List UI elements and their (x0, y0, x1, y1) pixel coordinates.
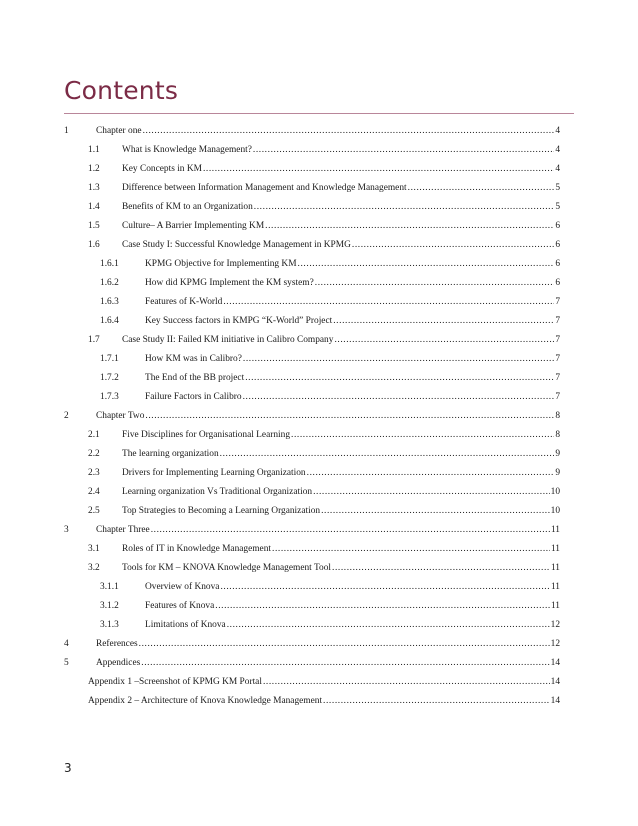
toc-entry[interactable] (88, 430, 560, 443)
toc-entry-page: 7 (555, 316, 560, 326)
toc-entry-page: 6 (555, 278, 560, 288)
toc-entry-number: 2 (64, 411, 69, 421)
toc-dot-leader (227, 620, 550, 630)
toc-entry-title: The learning organization (122, 449, 219, 459)
toc-entry[interactable] (88, 506, 560, 519)
toc-entry-number: 1.6.4 (100, 316, 119, 326)
toc-entry-title: Top Strategies to Becoming a Learning Organization (122, 506, 321, 516)
toc-entry-page: 8 (555, 411, 560, 421)
toc-entry-number: 1.3 (88, 183, 100, 193)
toc-entry-number: 2.2 (88, 449, 100, 459)
toc-entry-title: Drivers for Implementing Learning Organization (122, 468, 306, 478)
toc-dot-leader (408, 183, 555, 193)
toc-dot-leader (253, 145, 554, 155)
toc-entry[interactable] (64, 525, 560, 538)
toc-entry[interactable] (88, 696, 560, 709)
toc-dot-leader (272, 544, 550, 554)
toc-entry-title: Culture– A Barrier Implementing KM (122, 221, 265, 231)
toc-dot-leader (243, 354, 554, 364)
toc-entry-page: 4 (555, 145, 560, 155)
toc-entry-page: 12 (550, 620, 560, 630)
toc-entry-number: 1.6 (88, 240, 100, 250)
toc-entry-number: 2.3 (88, 468, 100, 478)
toc-entry-number: 1.5 (88, 221, 100, 231)
toc-entry[interactable] (88, 468, 560, 481)
toc-entry-title: Key Concepts in KM (122, 164, 202, 174)
toc-entry-title: Tools for KM – KNOVA Knowledge Management Tool (122, 563, 331, 573)
page-number: 3 (64, 761, 72, 775)
toc-entry[interactable] (88, 183, 560, 196)
toc-entry-title: Overview of Knova (145, 582, 220, 592)
toc-entry-title: Limitations of Knova (145, 620, 226, 630)
toc-entry-number: 1.2 (88, 164, 100, 174)
toc-entry-title: How did KPMG Implement the KM system? (145, 278, 314, 288)
toc-entry-title: Roles of IT in Knowledge Management (122, 544, 272, 554)
toc-entry[interactable] (88, 487, 560, 500)
toc-entry-title: References (96, 639, 138, 649)
toc-entry-number: 3.1 (88, 544, 100, 554)
toc-entry-page: 7 (555, 335, 560, 345)
toc-entry[interactable] (100, 354, 560, 367)
toc-entry-title: Appendix 1 –Screenshot of KPMG KM Portal (88, 677, 262, 687)
toc-entry[interactable] (88, 164, 560, 177)
toc-dot-leader (323, 696, 550, 706)
toc-dot-leader (223, 297, 554, 307)
toc-entry-page: 9 (555, 468, 560, 478)
toc-entry-title: Benefits of KM to an Organization (122, 202, 253, 212)
toc-entry-number: 1.7.1 (100, 354, 119, 364)
toc-entry[interactable] (64, 639, 560, 652)
toc-entry-title: Chapter one (96, 126, 142, 136)
toc-entry-title: Key Success factors in KMPG “K-World” Project (145, 316, 333, 326)
toc-dot-leader (334, 335, 554, 345)
toc-entry-number: 1 (64, 126, 69, 136)
toc-dot-leader (263, 677, 550, 687)
toc-dot-leader (245, 373, 554, 383)
toc-entry-number: 3.1.3 (100, 620, 119, 630)
toc-entry-page: 11 (550, 563, 560, 573)
contents-heading: Contents (64, 76, 179, 105)
toc-entry-page: 11 (550, 601, 560, 611)
toc-entry[interactable] (88, 202, 560, 215)
toc-entry[interactable] (100, 601, 560, 614)
toc-entry-page: 4 (555, 164, 560, 174)
toc-entry[interactable] (100, 392, 560, 405)
toc-entry-title: Failure Factors in Calibro (145, 392, 242, 402)
toc-dot-leader (313, 487, 550, 497)
toc-dot-leader (141, 658, 549, 668)
toc-entry-page: 10 (550, 487, 560, 497)
toc-entry-title: Case Study I: Successful Knowledge Management in KPMG (122, 240, 351, 250)
toc-entry-page: 9 (555, 449, 560, 459)
toc-dot-leader (139, 639, 550, 649)
toc-dot-leader (151, 525, 550, 535)
toc-dot-leader (265, 221, 554, 231)
toc-entry[interactable] (88, 145, 560, 158)
toc-entry-number: 1.6.1 (100, 259, 119, 269)
toc-dot-leader (333, 316, 554, 326)
toc-dot-leader (143, 126, 555, 136)
toc-dot-leader (220, 449, 555, 459)
toc-entry-number: 1.7.2 (100, 373, 119, 383)
toc-entry[interactable] (88, 563, 560, 576)
toc-entry[interactable] (88, 449, 560, 462)
toc-entry-number: 2.1 (88, 430, 100, 440)
toc-entry-number: 1.6.3 (100, 297, 119, 307)
toc-dot-leader (254, 202, 555, 212)
toc-dot-leader (332, 563, 550, 573)
toc-entry-number: 2.4 (88, 487, 100, 497)
toc-entry[interactable] (100, 373, 560, 386)
toc-entry-page: 11 (550, 525, 560, 535)
toc-entry[interactable] (100, 620, 560, 633)
toc-dot-leader (307, 468, 555, 478)
toc-entry-title: Difference between Information Management and Knowledge Management (122, 183, 407, 193)
toc-dot-leader (291, 430, 554, 440)
toc-entry-number: 1.7.3 (100, 392, 119, 402)
toc-entry-title: Learning organization Vs Traditional Organization (122, 487, 313, 497)
toc-dot-leader (145, 411, 554, 421)
toc-entry-page: 11 (550, 582, 560, 592)
toc-entry-title: Chapter Two (96, 411, 145, 421)
toc-entry-page: 10 (550, 506, 560, 516)
toc-dot-leader (298, 259, 555, 269)
toc-entry-number: 1.4 (88, 202, 100, 212)
toc-entry[interactable] (88, 544, 560, 557)
toc-entry-page: 5 (555, 202, 560, 212)
toc-entry-page: 14 (550, 658, 560, 668)
toc-entry-page: 7 (555, 354, 560, 364)
toc-entry-title: The End of the BB project (145, 373, 245, 383)
toc-entry-page: 6 (555, 259, 560, 269)
toc-entry-title: How KM was in Calibro? (145, 354, 242, 364)
toc-entry-page: 8 (555, 430, 560, 440)
toc-entry[interactable] (100, 278, 560, 291)
toc-entry-title: KPMG Objective for Implementing KM (145, 259, 297, 269)
toc-entry-title: What is Knowledge Management? (122, 145, 252, 155)
toc-entry-title: Features of Knova (145, 601, 215, 611)
toc-entry[interactable] (100, 582, 560, 595)
toc-entry-page: 4 (555, 126, 560, 136)
toc-entry[interactable] (64, 126, 560, 139)
toc-entry-number: 1.1 (88, 145, 100, 155)
toc-entry[interactable] (64, 658, 560, 671)
toc-entry[interactable] (88, 221, 560, 234)
toc-entry-page: 6 (555, 221, 560, 231)
toc-entry-page: 7 (555, 392, 560, 402)
toc-entry-page: 7 (555, 297, 560, 307)
heading-rule (64, 113, 574, 114)
toc-entry-page: 7 (555, 373, 560, 383)
toc-entry-number: 1.7 (88, 335, 100, 345)
toc-entry-title: Case Study II: Failed KM initiative in Calibro Company (122, 335, 334, 345)
toc-entry-title: Five Disciplines for Organisational Learning (122, 430, 291, 440)
toc-entry-page: 14 (550, 696, 560, 706)
toc-entry-number: 3.2 (88, 563, 100, 573)
toc-entry-number: 1.6.2 (100, 278, 119, 288)
toc-entry-number: 3.1.2 (100, 601, 119, 611)
toc-dot-leader (315, 278, 555, 288)
toc-entry-number: 2.5 (88, 506, 100, 516)
toc-entry[interactable] (100, 316, 560, 329)
toc-entry-number: 3 (64, 525, 69, 535)
toc-entry-number: 3.1.1 (100, 582, 119, 592)
toc-entry-page: 12 (550, 639, 560, 649)
toc-entry-page: 5 (555, 183, 560, 193)
toc-entry-page: 14 (550, 677, 560, 687)
toc-entry-title: Appendix 2 – Architecture of Knova Knowledge Management (88, 696, 323, 706)
toc-entry-page: 11 (550, 544, 560, 554)
toc-entry[interactable] (64, 411, 560, 424)
toc-entry[interactable] (100, 259, 560, 272)
toc-entry[interactable] (100, 297, 560, 310)
toc-dot-leader (220, 582, 550, 592)
toc-entry-title: Appendices (96, 658, 141, 668)
toc-dot-leader (215, 601, 550, 611)
toc-dot-leader (352, 240, 554, 250)
toc-dot-leader (203, 164, 554, 174)
toc-entry-number: 5 (64, 658, 69, 668)
toc-entry[interactable] (88, 335, 560, 348)
toc-dot-leader (243, 392, 555, 402)
toc-entry-title: Chapter Three (96, 525, 150, 535)
toc-entry-page: 6 (555, 240, 560, 250)
toc-entry-title: Features of K-World (145, 297, 223, 307)
toc-entry[interactable] (88, 240, 560, 253)
toc-entry-number: 4 (64, 639, 69, 649)
toc-entry[interactable] (88, 677, 560, 690)
toc-dot-leader (321, 506, 550, 516)
